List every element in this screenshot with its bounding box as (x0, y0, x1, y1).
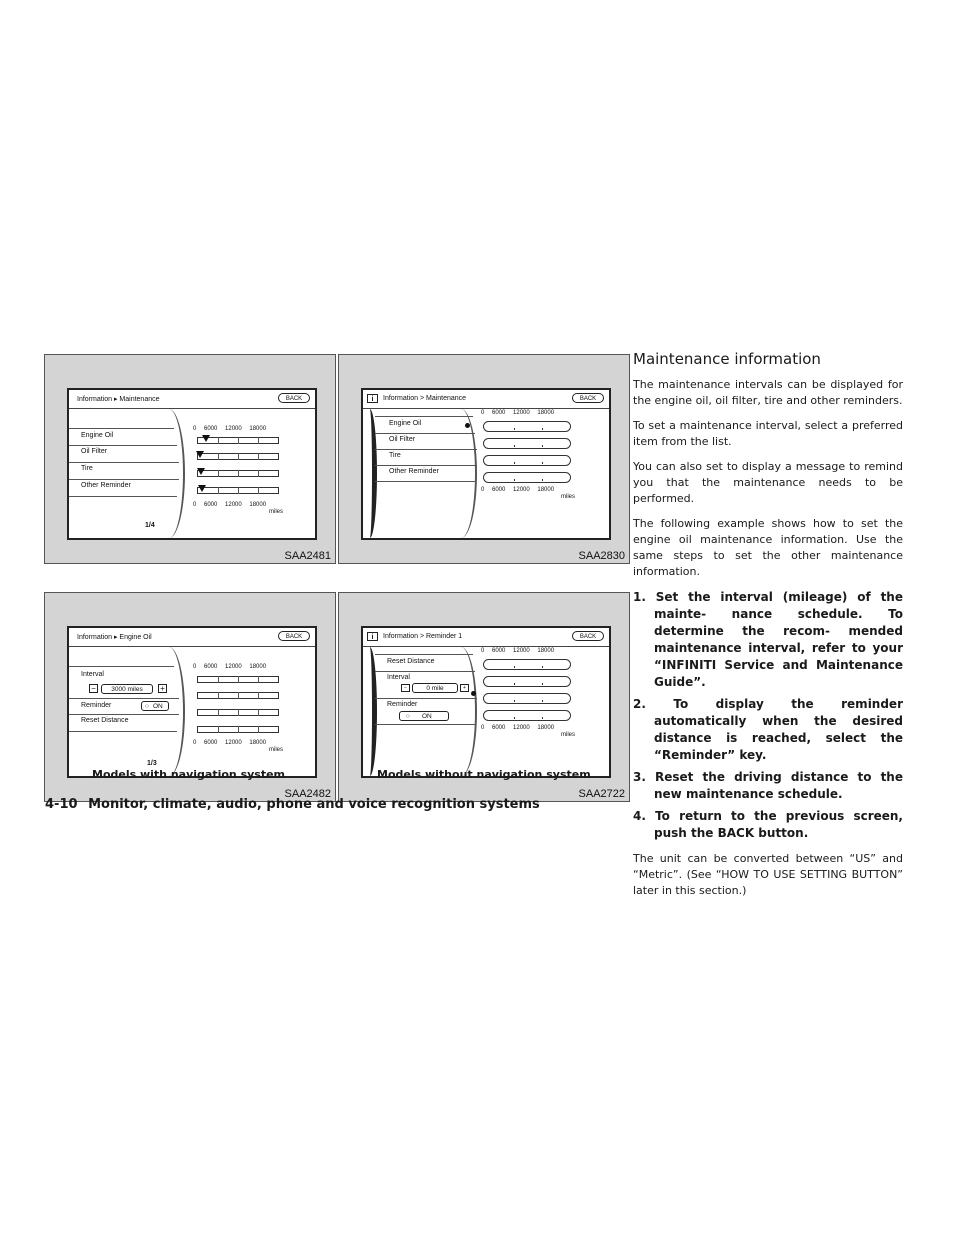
paragraph: The following example shows how to set the engine oil maintenance information. Use the same steps to set the other maintenance information. (633, 517, 903, 578)
scale-top: 0 6000 12000 18000 (481, 648, 555, 654)
screen (67, 388, 317, 540)
page-footer (45, 797, 546, 812)
step-item: 3. Reset the driving distance to the new maintenance schedule. (633, 770, 903, 801)
screen-header: Information > Reminder 1 (383, 633, 463, 640)
minus-icon: − (401, 684, 410, 692)
scale-top: 0 6000 12000 18000 (193, 664, 267, 670)
scale-top: 0 6000 12000 18000 (481, 410, 555, 416)
interval-value: 3000 miles (101, 684, 153, 694)
screen-header: Information ▸ Maintenance (77, 396, 160, 403)
reset-distance-label: Reset Distance (387, 658, 435, 665)
page-number: 4-10 (45, 797, 78, 812)
list-item-oil-filter: Oil Filter (81, 448, 108, 455)
reminder-value: ON (422, 713, 432, 720)
section-title: Maintenance information (633, 350, 821, 368)
scale-bottom: 0 6000 12000 18000 (481, 725, 555, 731)
back-button: BACK (572, 393, 604, 403)
paragraph: The maintenance intervals can be displayed for the engine oil, oil filter, tire and other reminders. (633, 378, 903, 407)
caption-with-nav: Models with navigation system (92, 768, 286, 781)
unit-label: miles (561, 732, 576, 738)
reminder-toggle (399, 711, 449, 721)
scale-bottom: 0 6000 12000 18000 (481, 487, 555, 493)
paragraph: The unit can be converted between “US” and “Metric”. (See “HOW TO USE SETTING BUTTON” later in this section.) (633, 852, 903, 897)
figure-code: SAA2481 (284, 550, 331, 562)
section-body (633, 350, 903, 908)
reset-distance-label: Reset Distance (81, 717, 129, 724)
plus-icon: + (158, 684, 167, 693)
reminder-label: Reminder (81, 702, 112, 709)
info-icon: i (367, 394, 378, 403)
back-button: BACK (572, 631, 604, 641)
screen-header: Information ▸ Engine Oil (77, 634, 152, 641)
paragraph: You can also set to display a message to remind you that the maintenance needs to be performed. (633, 460, 903, 505)
list-item-engine-oil: Engine Oil (389, 420, 422, 427)
unit-label: miles (561, 494, 576, 500)
screen (361, 626, 611, 778)
interval-label: Interval (81, 671, 104, 678)
reminder-label: Reminder (387, 701, 418, 708)
caption-without-nav: Models without navigation system (377, 768, 591, 781)
interval-value: 0 mile (412, 683, 458, 693)
interval-label: Interval (387, 674, 410, 681)
list-item-engine-oil: Engine Oil (81, 432, 114, 439)
selection-dot (471, 691, 476, 696)
chapter-title: Monitor, climate, audio, phone and voice recognition systems (88, 797, 540, 812)
step-item: 1. Set the interval (mileage) of the mainte- nance schedule. To determine the recom- mended maintenance interval, refer to your “INFINITI Service and Maintenance Guide”. (633, 590, 903, 689)
minus-icon: − (89, 684, 98, 693)
figure-maintenance-no-nav (338, 354, 630, 564)
page-indicator: 1/3 (147, 760, 157, 767)
list-item-other-reminder: Other Reminder (81, 482, 131, 489)
back-button: BACK (278, 393, 310, 403)
unit-label: miles (269, 747, 284, 753)
indicator-icon: ○ (145, 703, 149, 710)
scale-bottom: 0 6000 12000 18000 (193, 502, 267, 508)
page-indicator: 1/4 (145, 522, 155, 529)
list-item-oil-filter: Oil Filter (389, 436, 416, 443)
plus-icon: + (460, 684, 469, 692)
list-item-tire: Tire (389, 452, 401, 459)
scale-top: 0 6000 12000 18000 (193, 426, 267, 432)
indicator-icon: ○ (406, 713, 410, 720)
screen (67, 626, 317, 778)
unit-label: miles (269, 509, 284, 515)
back-button: BACK (278, 631, 310, 641)
figure-maintenance-nav (44, 354, 336, 564)
reminder-toggle (141, 701, 169, 711)
step-item: 2. To display the reminder automatically when the desired distance is reached, select the “Reminder” key. (633, 697, 903, 762)
screen-header: Information > Maintenance (383, 395, 467, 402)
paragraph: To set a maintenance interval, select a preferred item from the list. (633, 419, 903, 448)
list-item-tire: Tire (81, 465, 93, 472)
figure-code: SAA2722 (578, 788, 625, 800)
figure-code: SAA2482 (284, 788, 331, 800)
steps-list (633, 589, 903, 842)
scale-bottom: 0 6000 12000 18000 (193, 740, 267, 746)
selection-dot (465, 423, 470, 428)
reminder-value: ON (153, 703, 163, 710)
figure-code: SAA2830 (578, 550, 625, 562)
list-item-other-reminder: Other Reminder (389, 468, 439, 475)
screen (361, 388, 611, 540)
step-item: 4. To return to the previous screen, push the BACK button. (633, 809, 903, 840)
info-icon: i (367, 632, 378, 641)
